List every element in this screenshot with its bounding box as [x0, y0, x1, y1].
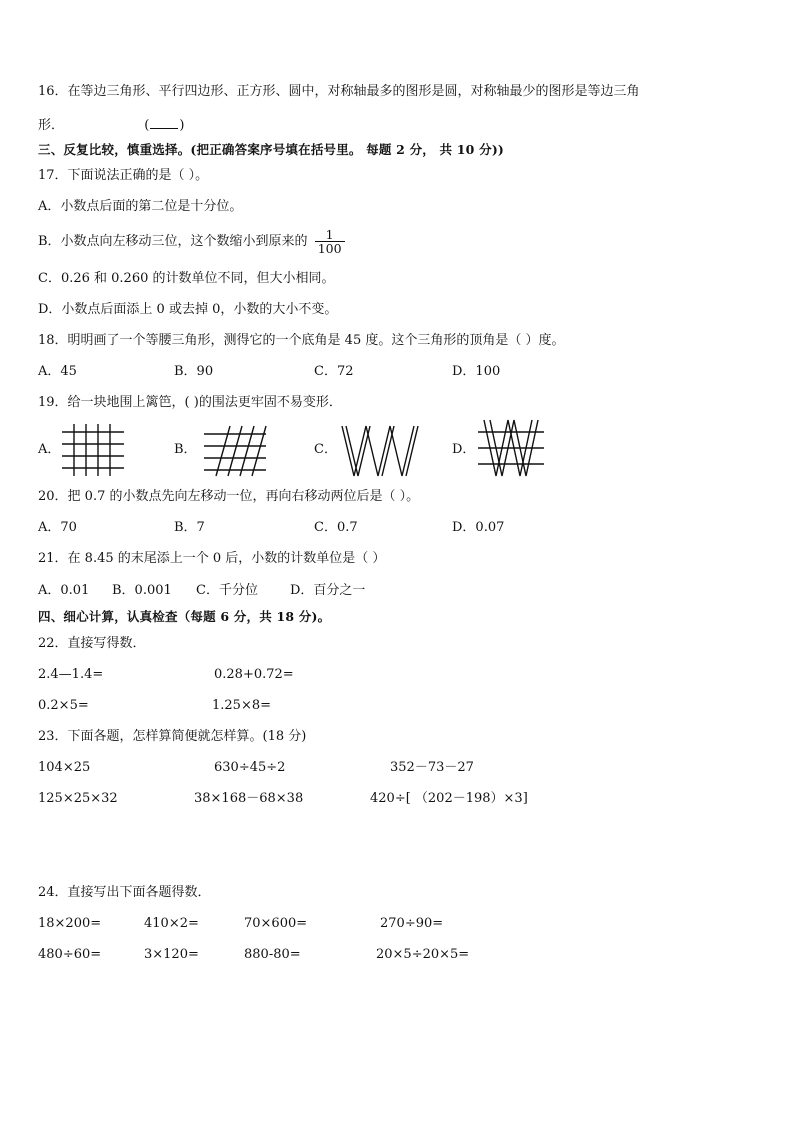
q21-option-c: C．千分位 — [196, 583, 258, 598]
q22-item-2: 0.28+0.72= — [214, 667, 294, 682]
q17-stem: 17．下面说法正确的是（ ）。 — [38, 168, 209, 183]
q17-option-b — [38, 225, 345, 259]
q16-answer-blank[interactable] — [150, 116, 178, 129]
q16-line2 — [38, 116, 184, 134]
section4-title: 四、细心计算，认真检查（每题 6 分，共 18 分)。 — [38, 609, 331, 624]
q18-option-c: C．72 — [314, 364, 354, 379]
q23-stem: 23．下面各题，怎样算简便就怎样算。(18 分) — [38, 729, 307, 744]
q24-item-2: 410×2= — [144, 916, 199, 931]
q20-option-d: D．0.07 — [452, 520, 505, 535]
zigzag-fence-icon — [338, 422, 422, 480]
q23-item-3: 352－73－27 — [390, 760, 474, 775]
crossed-zigzag-fence-icon — [476, 418, 546, 480]
q16-paren-close: ) — [179, 118, 185, 133]
q23-item-6: 420÷[ （202－198）×3] — [370, 791, 528, 806]
q24-item-1: 18×200= — [38, 916, 102, 931]
q22-item-4: 1.25×8= — [212, 698, 272, 713]
q24-item-6: 3×120= — [144, 947, 199, 962]
q21-option-a: A．0.01 — [38, 583, 90, 598]
section3-title: 三、反复比较，慎重选择。(把正确答案序号填在括号里。 每题 2 分， 共 10 分)) — [38, 142, 505, 157]
q16-line2-text: 形． — [38, 118, 65, 133]
q19-label-c: C． — [314, 442, 337, 457]
grid-fence-icon — [60, 422, 128, 478]
q19-label-b: B． — [174, 442, 197, 457]
q20-stem: 20．把 0.7 的小数点先向左移动一位，再向右移动两位后是（ ）。 — [38, 489, 420, 504]
q23-item-4: 125×25×32 — [38, 791, 118, 806]
q17-option-c: C．0.26 和 0.260 的计数单位不同，但大小相同。 — [38, 271, 335, 286]
q18-option-a: A．45 — [38, 364, 77, 379]
q16-paren-open: ( — [144, 118, 150, 133]
q22-item-1: 2.4—1.4= — [38, 667, 104, 682]
q17-option-a: A．小数点后面的第二位是十分位。 — [38, 199, 243, 214]
q19-stem: 19．给一块地围上篱笆，( )的围法更牢固不易变形． — [38, 395, 342, 410]
q24-item-7: 880-80= — [244, 947, 301, 962]
q23-item-1: 104×25 — [38, 760, 91, 775]
q23-item-5: 38×168－68×38 — [194, 791, 304, 806]
q24-stem: 24．直接写出下面各题得数． — [38, 885, 211, 900]
q22-item-3: 0.2×5= — [38, 698, 89, 713]
q23-item-2: 630÷45÷2 — [214, 760, 286, 775]
q24-item-8: 20×5÷20×5= — [376, 947, 470, 962]
q20-option-c: C．0.7 — [314, 520, 358, 535]
q24-item-3: 70×600= — [244, 916, 308, 931]
q16-line1: 16．在等边三角形、平行四边形、正方形、圆中，对称轴最多的图形是圆，对称轴最少的图形是等边三角 — [38, 84, 640, 99]
q21-option-d: D．百分之一 — [290, 583, 366, 598]
q20-option-b: B．7 — [174, 520, 205, 535]
q17-option-b-text: B．小数点向左移动三位，这个数缩小到原来的 — [38, 234, 308, 249]
q18-stem: 18．明明画了一个等腰三角形，测得它的一个底角是 45 度。这个三角形的顶角是（ ）度。 — [38, 333, 565, 348]
q18-option-b: B．90 — [174, 364, 214, 379]
q24-item-4: 270÷90= — [380, 916, 444, 931]
q17-fraction — [315, 228, 345, 255]
q19-label-d: D． — [452, 442, 476, 457]
q17-option-d: D．小数点后面添上 0 或去掉 0，小数的大小不变。 — [38, 302, 338, 317]
q21-stem: 21．在 8.45 的末尾添上一个 0 后，小数的计数单位是（ ） — [38, 551, 386, 566]
q18-option-d: D．100 — [452, 364, 501, 379]
q17-fraction-numerator: 1 — [315, 228, 345, 242]
q19-label-a: A． — [38, 442, 61, 457]
q20-option-a: A．70 — [38, 520, 77, 535]
q17-fraction-denominator: 100 — [317, 241, 342, 256]
q24-item-5: 480÷60= — [38, 947, 102, 962]
q21-option-b: B．0.001 — [112, 583, 172, 598]
slanted-grid-fence-icon — [200, 422, 270, 480]
q22-stem: 22．直接写得数． — [38, 636, 146, 651]
